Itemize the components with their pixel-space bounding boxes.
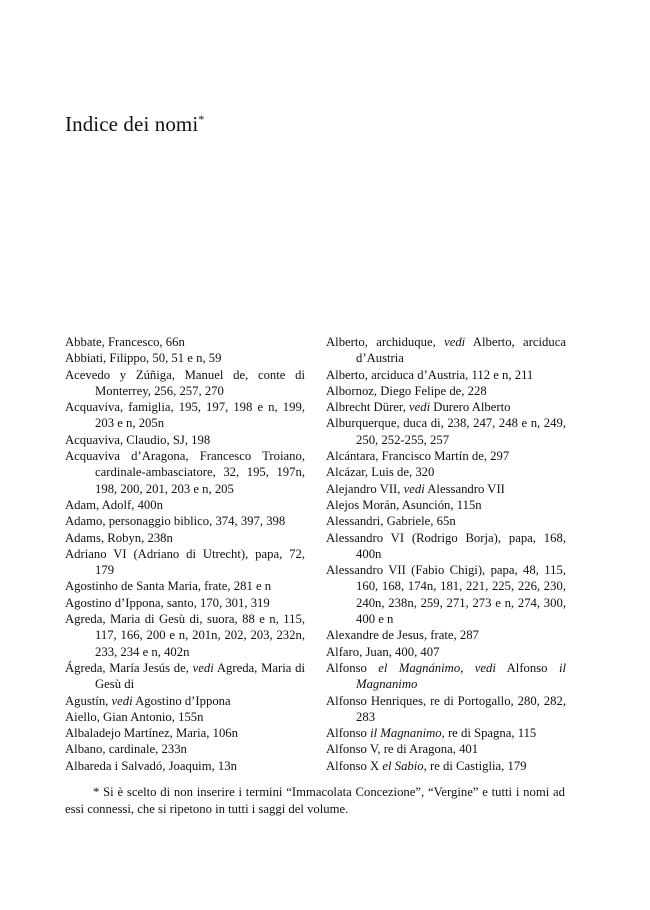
entry-italic: il Magnanimo [356, 660, 566, 692]
index-entry [65, 741, 305, 757]
page-title [65, 112, 204, 137]
entry-text: Alcázar, Luis de, 320 [326, 465, 435, 480]
entry-italic: el Magnánimo [378, 660, 461, 675]
entry-text: Aiello, Gian Antonio, 155n [65, 709, 204, 724]
entry-text: , [460, 660, 475, 675]
entry-italic: vedi [403, 481, 425, 496]
entry-text: Alejandro VII, [326, 481, 404, 496]
index-entry [65, 399, 305, 432]
index-entry [326, 448, 566, 464]
entry-text: Alfonso V, re di Aragona, 401 [326, 742, 479, 757]
index-entry [65, 334, 305, 350]
index-entry [65, 693, 305, 709]
index-column-left [65, 334, 305, 774]
entry-text: Adriano VI (Adriano di Utrecht), papa, 72, 179 [65, 546, 305, 578]
entry-text: Acquaviva, Claudio, SJ, 198 [65, 432, 211, 447]
index-entry [326, 399, 566, 415]
entry-text: Alberto, archiduque, [326, 335, 445, 349]
entry-text: Alfonso [326, 660, 379, 675]
footnote: * Si è scelto di non inserire i termini “Immacolata Concezione”, “Vergine” e tutti i nomi ad essi connessi, che si ripetono in tutti i saggi del volume. [65, 785, 565, 816]
entry-italic: vedi [444, 335, 466, 349]
entry-italic: vedi [474, 660, 496, 675]
index-entry [326, 627, 566, 643]
entry-text: Ágreda, María Jesús de, [65, 660, 193, 675]
entry-text: , re di Castiglia, 179 [423, 758, 527, 773]
index-entry [65, 448, 305, 497]
entry-text: Alfonso [495, 660, 559, 675]
entry-italic: vedi [192, 660, 214, 675]
index-column-right [326, 334, 566, 774]
entry-text: Acevedo y Zúñiga, Manuel de, conte di Monterrey, 256, 257, 270 [65, 367, 305, 398]
title-text: Indice dei nomi [65, 112, 199, 136]
entry-italic: vedi [408, 400, 431, 415]
index-entry [326, 383, 566, 399]
entry-text: Alfonso [326, 726, 371, 741]
index-entry [326, 464, 566, 480]
index-entry [65, 578, 305, 594]
entry-text: Albaladejo Martínez, Maria, 106n [65, 726, 238, 741]
entry-text: Alcántara, Francisco Martín de, 297 [326, 449, 510, 464]
index-entry [326, 644, 566, 660]
entry-text: Albano, cardinale, 233n [65, 742, 187, 757]
index-entry [65, 546, 305, 579]
entry-text: Albornoz, Diego Felipe de, 228 [326, 383, 487, 398]
entry-text: Acquaviva d’Aragona, Francesco Troiano, cardinale-ambasciatore, 32, 195, 197n, 198, 200, 201, 203 e n, 205 [65, 449, 305, 496]
entry-text: Abbate, Francesco, 66n [65, 335, 185, 349]
entry-text: Alessandri, Gabriele, 65n [326, 514, 456, 529]
entry-text: Acquaviva, famiglia, 195, 197, 198 e n, 199, 203 e n, 205n [65, 400, 305, 431]
index-entry [326, 693, 566, 726]
index-entry [326, 415, 566, 448]
entry-text: Alejos Morán, Asunción, 115n [326, 497, 482, 512]
index-entry [65, 709, 305, 725]
entry-text: Durero Alberto [430, 400, 511, 415]
index-entry [326, 497, 566, 513]
entry-text: Agostino d’Ippona [132, 693, 231, 708]
entry-text: Abbiati, Filippo, 50, 51 e n, 59 [65, 351, 222, 366]
entry-text: Alessandro VII (Fabio Chigi), papa, 48, 115, 160, 168, 174n, 181, 221, 225, 226, 230, 240n, 238n, 259, 271, 273 e n, 274, 300, 400 e n [326, 563, 566, 627]
index-entry [65, 367, 305, 400]
entry-text: Alexandre de Jesus, frate, 287 [326, 628, 479, 643]
entry-italic: il Magnanimo [370, 726, 442, 741]
index-entry [65, 497, 305, 513]
index-entry [65, 432, 305, 448]
entry-text: Albrecht Dürer, [326, 400, 409, 415]
index-entry [326, 758, 566, 774]
entry-text: , re di Spagna, 115 [441, 726, 537, 741]
index-entry [326, 513, 566, 529]
entry-text: Adam, Adolf, 400n [65, 497, 163, 512]
entry-text: Alburquerque, duca di, 238, 247, 248 e n, 249, 250, 252-255, 257 [326, 416, 566, 447]
index-entry [326, 725, 566, 741]
entry-text: Agreda, Maria di Gesù di [95, 660, 305, 692]
index-entry [326, 530, 566, 563]
index-entry [65, 530, 305, 546]
index-entry [65, 758, 305, 774]
index-entry [65, 725, 305, 741]
entry-italic: vedi [111, 693, 133, 708]
entry-text: Adams, Robyn, 238n [65, 530, 173, 545]
index-entry [326, 660, 566, 693]
entry-text: Agostinho de Santa Maria, frate, 281 e n [65, 579, 272, 594]
entry-text: Alfonso Henriques, re di Portogallo, 280, 282, 283 [326, 693, 566, 724]
index-entry [65, 350, 305, 366]
entry-text: Adamo, personaggio biblico, 374, 397, 398 [65, 514, 286, 529]
entry-text: Agostino d’Ippona, santo, 170, 301, 319 [65, 595, 270, 610]
footnote-mark: * [198, 112, 205, 126]
entry-text: Alessandro VII [424, 481, 505, 496]
index-entry [326, 334, 566, 367]
entry-text: Alessandro VI (Rodrigo Borja), papa, 168, 400n [326, 530, 566, 561]
index-entry [65, 595, 305, 611]
index-entry [65, 513, 305, 529]
index-entry [65, 611, 305, 660]
index-entry [326, 367, 566, 383]
entry-text: Alfonso X [326, 758, 383, 773]
entry-text: Alberto, arciduca d’Austria [356, 335, 566, 366]
entry-italic: el Sabio [382, 758, 424, 773]
entry-text: Alberto, arciduca d’Austria, 112 e n, 211 [326, 367, 534, 382]
entry-text: Agreda, Maria di Gesù di, suora, 88 e n, 115, 117, 166, 200 e n, 201n, 202, 203, 232n, 233, 234 e n, 402n [65, 612, 305, 659]
entry-text: Alfaro, Juan, 400, 407 [326, 644, 440, 659]
entry-text: Agustín, [65, 693, 112, 708]
index-entry [326, 562, 566, 627]
index-entry [65, 660, 305, 693]
index-entry [326, 481, 566, 497]
index-entry [326, 741, 566, 757]
entry-text: Albareda i Salvadó, Joaquim, 13n [65, 758, 237, 773]
